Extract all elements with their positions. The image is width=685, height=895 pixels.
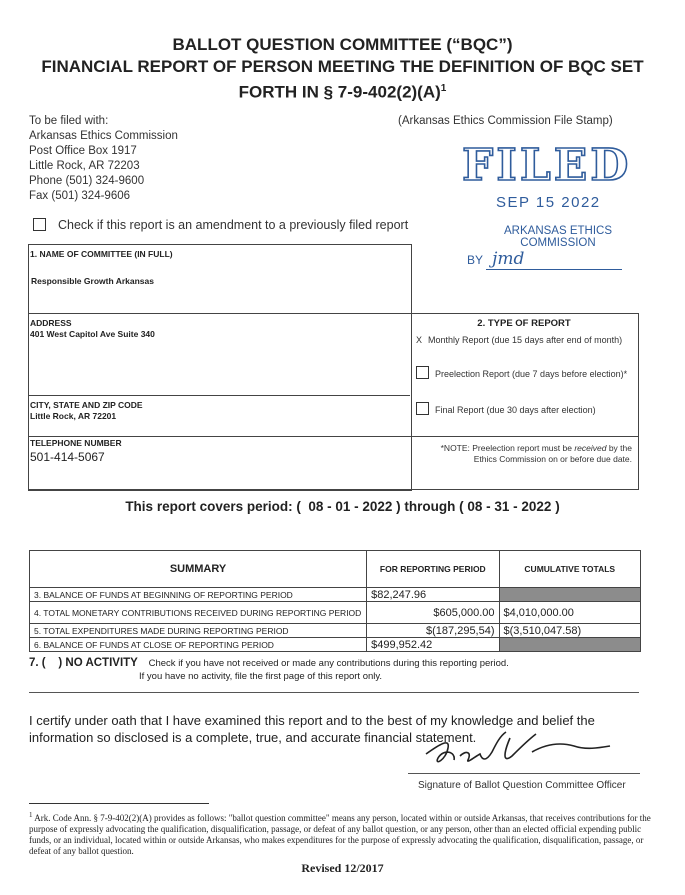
committee-name-value: Responsible Growth Arkansas	[31, 276, 154, 286]
summary-table	[29, 550, 641, 652]
committee-name-label: 1. NAME OF COMMITTEE (IN FULL)	[30, 249, 173, 259]
filing-line: Arkansas Ethics Commission	[29, 130, 178, 142]
no-activity-desc: Check if you have not received or made any contributions during this reporting period.	[148, 658, 509, 669]
monthly-mark: X	[416, 335, 423, 345]
address-value: 401 West Capitol Ave Suite 340	[30, 329, 155, 339]
filing-line: Post Office Box 1917	[29, 145, 137, 157]
report-type-heading: 2. TYPE OF REPORT	[477, 318, 571, 329]
divider	[29, 692, 639, 693]
summary-header-row	[30, 551, 641, 588]
phone-value: 501-414-5067	[30, 450, 105, 464]
table-row: 3. BALANCE OF FUNDS AT BEGINNING OF REPORTING PERIOD $82,247.96	[30, 588, 641, 602]
filing-line: Little Rock, AR 72203	[29, 160, 140, 172]
file-stamp-label: (Arkansas Ethics Commission File Stamp)	[398, 115, 613, 127]
city-value: Little Rock, AR 72201	[30, 411, 117, 421]
footnote: $^1$ Ark. Code Ann. § 7-9-402(2)(A) provides as follows: "ballot question committee" means any person, located within or outside Arkansas, that receives contributions for the purpose of expressly advocating the qualification, disqualification, passage, or defeat of any ballot question, or any person, other than an elected official expending public funds, or an individual, located within or outside Arkansas, who makes expenditures for the purpose of expressly advocating the qualification, disqualification, passage, or defeat of any ballot question.	[29, 811, 651, 856]
filing-address	[29, 114, 178, 204]
amendment-checkbox[interactable]	[33, 218, 46, 231]
monthly-report-option[interactable]: X Monthly Report (due 15 days after end of month)	[416, 335, 623, 345]
summary-header: SUMMARY	[30, 551, 367, 588]
no-activity-label[interactable]: 7. ( ) NO ACTIVITY	[29, 657, 138, 669]
address-label: ADDRESS 401 West Capitol Ave Suite 340	[30, 318, 155, 339]
signature-label: Signature of Ballot Question Committee Officer	[418, 780, 626, 791]
no-activity-row	[29, 657, 509, 669]
preelection-checkbox	[416, 366, 429, 379]
signature-line	[408, 773, 640, 774]
table-row: 6. BALANCE OF FUNDS AT CLOSE OF REPORTING PERIOD $499,952.42	[30, 638, 641, 652]
no-activity-desc2: If you have no activity, file the first page of this report only.	[139, 671, 383, 682]
filing-line: Phone (501) 324-9600	[29, 175, 145, 187]
form-title-line3: FORTH IN § $7-9-402(2)(A)^1$	[238, 82, 447, 102]
preelection-note: *NOTE: Preelection report must be received by the Ethics Commission on or before due date.	[440, 443, 632, 464]
certification-text: I certify under oath that I have examined this report and to the best of my knowledge and belief the information so disclosed is a complete, true, and accurate financial statement.	[29, 713, 595, 745]
stamp-date: SEP 15 2022	[496, 194, 601, 211]
amendment-label: Check if this report is an amendment to a previously filed report	[58, 218, 409, 232]
table-row: 5. TOTAL EXPENDITURES MADE DURING REPORTING PERIOD $(187,295,54) $(3,510,047.58)	[30, 624, 641, 638]
final-checkbox	[416, 402, 429, 415]
stamp-agency: ARKANSAS ETHICS COMMISSION	[504, 225, 612, 249]
city-label: CITY, STATE AND ZIP CODE Little Rock, AR 72201	[30, 400, 143, 421]
col-cumulative-header: CUMULATIVE TOTALS	[499, 551, 640, 588]
stamp-by: BY jmd	[467, 249, 622, 270]
filing-line: Fax (501) 324-9606	[29, 190, 131, 202]
phone-label: TELEPHONE NUMBER	[30, 438, 122, 448]
col-period-header: FOR REPORTING PERIOD	[367, 551, 499, 588]
form-title-line1: BALLOT QUESTION COMMITTEE (“BQC”)	[172, 35, 513, 54]
filing-line: To be filed with:	[29, 115, 109, 127]
footnote-rule	[29, 803, 209, 804]
revision-date: Revised 12/2017	[301, 861, 384, 875]
filed-stamp: FILED	[462, 140, 632, 191]
signature-image	[420, 726, 620, 776]
table-row: 4. TOTAL MONETARY CONTRIBUTIONS RECEIVED DURING REPORTING PERIOD $605,000.00 $4,010,000.00	[30, 602, 641, 624]
stamp-initials: jmd	[486, 249, 622, 270]
form-title-line2: FINANCIAL REPORT OF PERSON MEETING THE DEFINITION OF BQC SET	[41, 57, 644, 76]
report-period: This report covers period: ( 08 - 01 - 2022 ) through ( 08 - 31 - 2022 )	[125, 499, 560, 514]
preelection-report-option[interactable]: Preelection Report (due 7 days before election)*	[416, 366, 627, 379]
final-report-option[interactable]: Final Report (due 30 days after election)	[416, 402, 596, 415]
amendment-row	[33, 218, 408, 233]
